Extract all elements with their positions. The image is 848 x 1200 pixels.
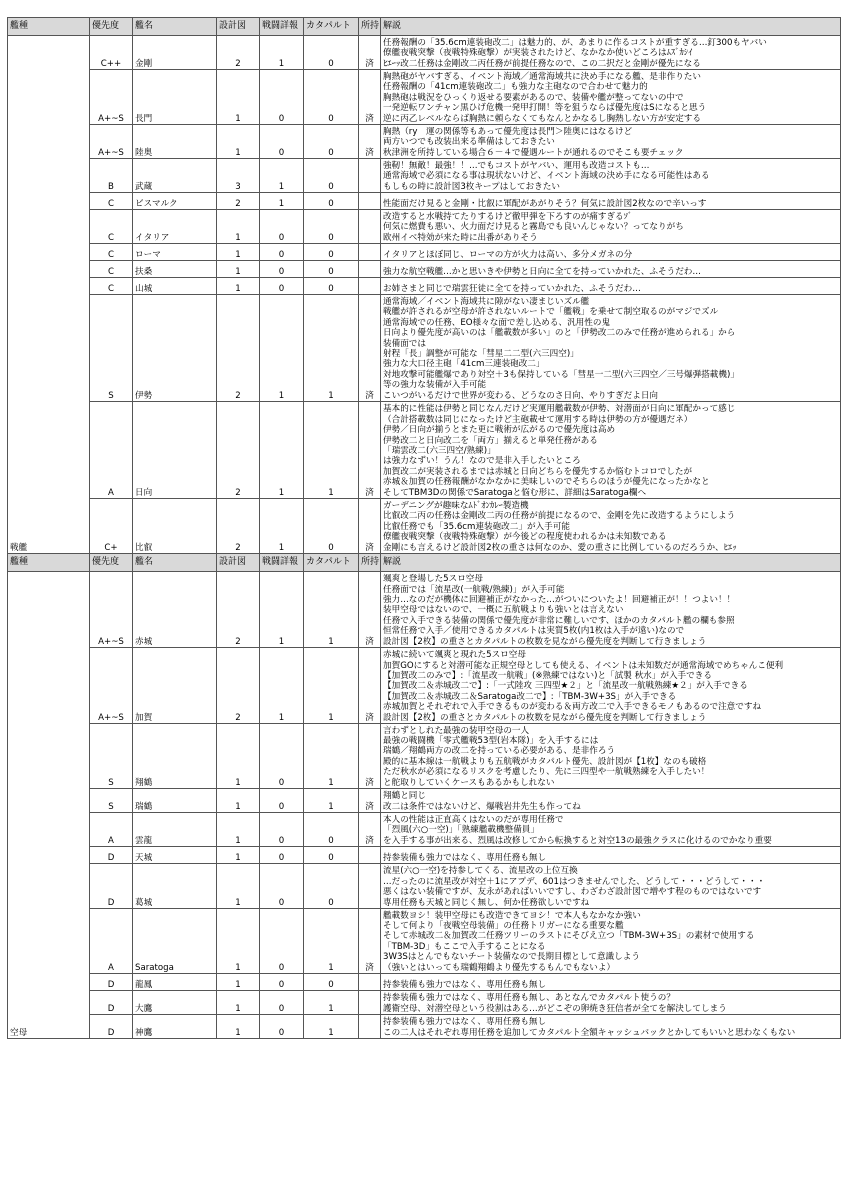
blueprint-cell: 2 <box>217 402 260 499</box>
table-row <box>8 789 841 813</box>
priority-header: 優先度 <box>90 554 133 572</box>
note-line: 最強の戦闘機「零式艦戦53型(岩本隊)」を入手するには <box>383 735 599 746</box>
note-line: 欧州イベ特効が来た時に出番がありそう <box>383 232 538 243</box>
priority-cell: D <box>90 991 133 1015</box>
blueprint-cell: 1 <box>217 847 260 864</box>
priority-cell: A <box>90 909 133 974</box>
table-row <box>8 210 841 244</box>
note-line: と舵取りしていくケースもあるかもしれない <box>383 777 555 788</box>
report-cell: 0 <box>260 789 304 813</box>
blueprint-cell: 1 <box>217 278 260 295</box>
catapult-cell: 1 <box>304 724 359 789</box>
report-cell: 1 <box>260 159 304 193</box>
blueprint-header: 設計図 <box>217 18 260 36</box>
report-cell: 1 <box>260 402 304 499</box>
note-line: 任務面では「流星改(一航戦/熟練)」が入手可能 <box>383 584 565 595</box>
table-row <box>8 402 841 499</box>
table-row <box>8 847 841 864</box>
catapult-header: カタパルト <box>304 18 359 36</box>
owned-cell: 済 <box>359 789 381 813</box>
blueprint-cell: 1 <box>217 1015 260 1039</box>
priority-cell: S <box>90 295 133 402</box>
notes-cell <box>381 991 841 1015</box>
note-line: 瑞鶴／翔鶴両方の改二を持っている必要がある、是非作ろう <box>383 746 616 757</box>
owned-cell <box>359 864 381 909</box>
report-cell: 0 <box>260 1015 304 1039</box>
ship-name-cell: 武蔵 <box>133 159 217 193</box>
note-line: は強力なずい！うん！なので是非入手したいところ <box>383 456 581 467</box>
note-line: 伊勢／日向が揃うとまた更に戦術が広がるので優先度は高め <box>383 425 616 436</box>
table-row <box>8 278 841 295</box>
note-line: 僚艦夜戦突撃（夜戦特殊砲撃）が今後どの程度使われるかは未知数である <box>383 532 667 543</box>
note-line: 通常海域での任務、EO様々な面で差し込める、汎用性の鬼 <box>383 317 611 328</box>
table-row <box>8 125 841 159</box>
note-line: 任務報酬の「35.6cm連装砲改二」は魅力的、が、あまりに作るコストが重すぎる…釘300もヤバい <box>383 37 767 48</box>
priority-cell: D <box>90 847 133 864</box>
ship-name-cell: 天城 <box>133 847 217 864</box>
catapult-header: カタパルト <box>304 554 359 572</box>
note-line: ただ秋水が必須になるリスクを考慮したり、先に三四型や一航戦熟練を入手したい！ <box>383 767 710 778</box>
ship-name-cell: 瑞鶴 <box>133 789 217 813</box>
note-line: そして何より「夜戦空母装備」の任務トリガーになる重要な艦 <box>383 920 624 931</box>
report-cell: 1 <box>260 193 304 210</box>
priority-cell: C <box>90 193 133 210</box>
ship-name-cell: 翔鶴 <box>133 724 217 789</box>
note-line: 胸熱砲は戦況をひっくり返せる要素があるので、装備や艦が整ってないの中で <box>383 92 684 103</box>
owned-header: 所持 <box>359 554 381 572</box>
notes-cell <box>381 724 841 789</box>
table-row <box>8 572 841 648</box>
type-header: 艦種 <box>8 554 90 572</box>
note-line: 改二は条件ではないけど、爆戦岩井先生も作ってね <box>383 801 581 812</box>
priority-cell: A <box>90 402 133 499</box>
blueprint-cell: 1 <box>217 864 260 909</box>
note-line: 殿的に基本線は一航戦よりも五航戦がカタパルト優先、設計図が【1枚】なのも破格 <box>383 756 707 767</box>
priority-cell: A+~S <box>90 648 133 724</box>
note-line: こいつがいるだけで世界が変わる、どうなのさ日向、やりすぎだよ日向 <box>383 390 659 401</box>
catapult-cell: 1 <box>304 572 359 648</box>
table-row <box>8 974 841 991</box>
report-cell: 0 <box>260 813 304 847</box>
priority-cell: C <box>90 261 133 278</box>
owned-header: 所持 <box>359 18 381 36</box>
priority-cell: D <box>90 864 133 909</box>
owned-cell: 済 <box>359 295 381 402</box>
report-cell: 1 <box>260 572 304 648</box>
ship-name-cell: 金剛 <box>133 36 217 70</box>
report-cell: 1 <box>260 499 304 554</box>
notes-header: 解説 <box>381 554 841 572</box>
owned-cell: 済 <box>359 648 381 724</box>
notes-cell <box>381 244 841 261</box>
ship-name-cell: 葛城 <box>133 864 217 909</box>
note-line: 等の強力な装備が入手可能 <box>383 380 487 391</box>
report-cell: 0 <box>260 210 304 244</box>
note-line: 性能面だけ見ると金剛・比叡に軍配があがりそう？何気に設計図2枚なので辛いっす <box>383 198 707 209</box>
note-line: 持参装備も強力ではなく、専用任務も無し <box>383 979 547 990</box>
priority-cell: A+~S <box>90 125 133 159</box>
note-line: お姉さまと同じで瑞雲狂徒に全てを持っていかれた、ふそうだわ… <box>383 283 641 294</box>
note-line: 何気に燃費も悪い、火力面だけ見ると霧島でも良いんじゃない？ってなりがち <box>383 222 684 233</box>
report-cell: 0 <box>260 244 304 261</box>
note-line: そしてTBM3Dの関係でSaratogaと悩む形に、詳細はSaratoga欄へ <box>383 487 647 498</box>
catapult-cell: 0 <box>304 864 359 909</box>
table-row <box>8 159 841 193</box>
blueprint-cell: 2 <box>217 193 260 210</box>
report-cell: 1 <box>260 295 304 402</box>
notes-cell <box>381 70 841 125</box>
report-cell: 0 <box>260 974 304 991</box>
owned-cell <box>359 159 381 193</box>
priority-cell: D <box>90 1015 133 1039</box>
priority-cell: A <box>90 813 133 847</box>
catapult-cell: 1 <box>304 789 359 813</box>
owned-cell: 済 <box>359 70 381 125</box>
priority-cell: C <box>90 278 133 295</box>
notes-cell <box>381 278 841 295</box>
note-line: 僚艦夜戦突撃（夜戦特殊砲撃）が実装されたけど、なかなか使いどころはﾑｽﾞｶｼｲ <box>383 48 693 59</box>
table-row <box>8 193 841 210</box>
ship-name-cell: 大鷹 <box>133 991 217 1015</box>
catapult-cell: 0 <box>304 847 359 864</box>
notes-cell <box>381 1015 841 1039</box>
note-line: 装甲空母ではないので、一概に五航戦よりも強いとは言えない <box>383 605 624 616</box>
note-line: 【加賀改二＆赤城改二で】:「一式陸攻 三四型★２」と「流星改一航戦熟練★２」が入手できる <box>383 681 748 692</box>
report-cell: 0 <box>260 70 304 125</box>
note-line: （合計搭載数は同じになったけど主砲載せて運用する時は伊勢の方が優遇だネ） <box>383 414 693 425</box>
note-line: 赤城に続いて颯爽と現れた5スロ空母 <box>383 650 526 661</box>
notes-cell <box>381 974 841 991</box>
note-line: 持参装備も強力ではなく、専用任務も無し、あとなんでカタパルト使うの？ <box>383 993 675 1004</box>
note-line: 強力な航空戦艦…かと思いきや伊勢と日向に全てを持っていかれた、ふそうだわ… <box>383 266 701 277</box>
ship-name-cell: 山城 <box>133 278 217 295</box>
priority-cell: C+ <box>90 499 133 554</box>
table-row <box>8 261 841 278</box>
owned-cell <box>359 847 381 864</box>
blueprint-cell: 1 <box>217 974 260 991</box>
catapult-cell: 0 <box>304 159 359 193</box>
note-line: 強力な大口径主砲「41cm三連装砲改二」 <box>383 359 545 370</box>
name-header: 艦名 <box>133 18 217 36</box>
priority-cell: A+~S <box>90 572 133 648</box>
notes-cell <box>381 864 841 909</box>
catapult-cell: 0 <box>304 125 359 159</box>
notes-cell <box>381 909 841 974</box>
catapult-cell: 1 <box>304 991 359 1015</box>
blueprint-header: 設計図 <box>217 554 260 572</box>
table-row <box>8 36 841 70</box>
note-line: 金剛にも言えるけど設計図2枚の重さは何なのか、愛の重さに比例しているのだろうか、ﾋｴｯ <box>383 542 737 553</box>
owned-cell <box>359 210 381 244</box>
note-line: 通常海域で必須になる事は現状ないけど、イベント海域の決め手になる可能性はある <box>383 171 710 182</box>
notes-cell <box>381 402 841 499</box>
note-line: 「瑞雲改二(六三四空/熟練)」 <box>383 445 496 456</box>
table-row <box>8 499 841 554</box>
header-row <box>8 554 841 572</box>
priority-cell: C <box>90 210 133 244</box>
notes-cell <box>381 193 841 210</box>
note-line: 任務で入手できる装備の関係で優先度が非常に難しいです、ほかのカタパルト艦の欄も参照 <box>383 615 735 626</box>
catapult-cell: 0 <box>304 70 359 125</box>
note-line: そして赤城改二＆加賀改二任務ツリーのラストにそびえ立つ「TBM-3W+3S」の素材で使用する <box>383 931 755 942</box>
note-line: この二人はそれぞれ専用任務を追加してカタパルト全額キャッシュバックとかしてもいいと思わなくもない <box>383 1027 796 1038</box>
note-line: 艦載数ヨシ！装甲空母にも改造できてヨシ！で本人もなかなか強い <box>383 910 641 921</box>
catapult-cell: 0 <box>304 278 359 295</box>
ship-name-cell: 長門 <box>133 70 217 125</box>
report-cell: 0 <box>260 864 304 909</box>
note-line: 設計図【2枚】の重さとカタパルトの枚数を見ながら優先度を判断して行きましょう <box>383 712 707 723</box>
note-line: 颯爽と登場した5スロ空母 <box>383 574 483 585</box>
table-row <box>8 909 841 974</box>
note-line: 胸熱（ry 運の関係等もあって優先度は長門＞陸奥にはなるけど <box>383 126 633 137</box>
note-line: （強いとはいっても瑞鶴翔鶴より優先するもんでもないよ） <box>383 962 616 973</box>
report-header: 戦闘詳報 <box>260 554 304 572</box>
ship-name-cell: 龍鳳 <box>133 974 217 991</box>
notes-cell <box>381 210 841 244</box>
priority-cell: D <box>90 974 133 991</box>
catapult-cell: 0 <box>304 36 359 70</box>
ship-name-cell: 加賀 <box>133 648 217 724</box>
notes-cell <box>381 125 841 159</box>
owned-cell: 済 <box>359 813 381 847</box>
blueprint-cell: 3 <box>217 159 260 193</box>
note-line: 赤城＆加賀の任務報酬がなかなかに美味しいのでそちらのほうが優先になったかなと <box>383 477 710 488</box>
blueprint-cell: 1 <box>217 813 260 847</box>
owned-cell <box>359 974 381 991</box>
catapult-cell: 1 <box>304 402 359 499</box>
notes-cell <box>381 261 841 278</box>
note-line: 加賀改二が実装されるまでは赤城と日向どちらを優先するか悩むトコロでしたが <box>383 466 693 477</box>
catapult-cell: 0 <box>304 499 359 554</box>
notes-header: 解説 <box>381 18 841 36</box>
ship-name-cell: 陸奥 <box>133 125 217 159</box>
notes-cell <box>381 572 841 648</box>
note-line: 装備面では <box>383 338 426 349</box>
note-line: もしもの時に設計図3枚キープはしておきたい <box>383 181 560 192</box>
blueprint-cell: 2 <box>217 295 260 402</box>
note-line: 恒常任務で入手／使用できるカタパルトは実質5枚(内1枚は入手が遠い)なので <box>383 626 685 637</box>
priority-sheet <box>7 17 841 1039</box>
note-line: 基本的に性能は伊勢と同じなんだけど実運用艦載数が伊勢、対潜面が日向に軍配かって感じ <box>383 404 736 415</box>
blueprint-cell: 1 <box>217 261 260 278</box>
ship-name-cell: 日向 <box>133 402 217 499</box>
note-line: 比叡改二丙の任務は金剛改二丙の任務が前提になるので、金剛を先に改造するようにしよう <box>383 511 736 522</box>
note-line: 一発逆転ワンチャン黒ひげ危機一発甲打開！等を狙うならば優先度はSになると思う <box>383 103 707 114</box>
priority-cell: A+~S <box>90 70 133 125</box>
priority-cell: C++ <box>90 36 133 70</box>
type-header: 艦種 <box>8 18 90 36</box>
ship-name-cell: 雲龍 <box>133 813 217 847</box>
catapult-cell: 0 <box>304 974 359 991</box>
note-line: 持参装備も強力ではなく、専用任務も無し <box>383 852 547 863</box>
report-cell: 1 <box>260 36 304 70</box>
ship-type-cell: 空母 <box>8 572 90 1039</box>
blueprint-cell: 1 <box>217 991 260 1015</box>
report-header: 戦闘詳報 <box>260 18 304 36</box>
notes-cell <box>381 847 841 864</box>
ship-name-cell: Saratoga <box>133 909 217 974</box>
note-line: 強靭！無敵！最強！！…でもコストがヤバい、運用も改造コストも… <box>383 160 650 171</box>
owned-cell <box>359 1015 381 1039</box>
note-line: 赤城加賀とそれぞれで入手できるものが変わる＆両方改二で入手できるモノもあるので注意ですね <box>383 702 762 713</box>
owned-cell: 済 <box>359 125 381 159</box>
note-line: 対地攻撃可能艦爆であり対空＋3も保持している「彗星一二型(六三四空／三号爆弾搭載機)」 <box>383 369 739 380</box>
owned-cell <box>359 193 381 210</box>
note-line: 設計図【2枚】の重さとカタパルトの枚数を見ながら優先度を判断して行きましょう <box>383 636 707 647</box>
note-line: 護衛空母、対潜空母という役割はある…がどこぞの卵焼き狂信者が全てを解決してしまう <box>383 1003 727 1014</box>
note-line: …だったのに流星改が対空＋1にアプデ、601はつきませんでした、どうして・・・どうして・・・ <box>383 876 766 887</box>
note-line: 射程「長」調整が可能な「彗星二二型(六三四空)」 <box>383 348 579 359</box>
header-row <box>8 18 841 36</box>
report-cell: 0 <box>260 909 304 974</box>
priority-cell: S <box>90 789 133 813</box>
catapult-cell: 0 <box>304 261 359 278</box>
notes-cell <box>381 159 841 193</box>
table-row <box>8 648 841 724</box>
notes-cell <box>381 499 841 554</box>
notes-cell <box>381 813 841 847</box>
note-line: 改造すると水戦持てたりするけど徹甲弾を下ろすのが痛すぎるｿﾞ <box>383 211 633 222</box>
note-line: 逆に丙乙レベルならば胸熱に頼らなくてもなんとかなるし胸熱しない方が安定する <box>383 113 701 124</box>
blueprint-cell: 2 <box>217 499 260 554</box>
catapult-cell: 0 <box>304 813 359 847</box>
table-row <box>8 295 841 402</box>
note-line: 本人の性能は正直高くはないのだが専用任務で <box>383 814 564 825</box>
table-row <box>8 991 841 1015</box>
ship-name-cell: 神鷹 <box>133 1015 217 1039</box>
note-line: 言わずとしれた最強の装甲空母の一人 <box>383 725 530 736</box>
note-line: を入手する事が出来る、烈風は改修してから転換すると対空13の最強クラスに化けるのでかなり重要 <box>383 835 772 846</box>
note-line: 日向より優先度が高いのは「艦載数が多い」のと「伊勢改二のみで任務が進められる」から <box>383 328 736 339</box>
note-line: 3W3Sはとんでもないチート装備なので長期目標として意識しよう <box>383 952 640 963</box>
note-line: 比叡任務でも「35.6cm連装砲改二」が入手可能 <box>383 521 570 532</box>
catapult-cell: 0 <box>304 210 359 244</box>
note-line: 【加賀改二のみで】:「流星改一航戦」(※熟練ではない)と「試製 秋水」が入手できる <box>383 670 712 681</box>
table-row <box>8 70 841 125</box>
note-line: 加賀GOにすると対潜可能な正規空母としても使える、イベントは未知数だが通常海域でめちゃんこ便利 <box>383 660 784 671</box>
ship-name-cell: 扶桑 <box>133 261 217 278</box>
owned-cell: 済 <box>359 572 381 648</box>
ship-name-cell: 赤城 <box>133 572 217 648</box>
report-cell: 0 <box>260 278 304 295</box>
owned-cell <box>359 244 381 261</box>
blueprint-cell: 1 <box>217 125 260 159</box>
blueprint-cell: 1 <box>217 210 260 244</box>
note-line: ﾋｴｰｯ改二任務は金剛改二丙任務が前提任務なので、この二択だと金剛が優先になる <box>383 58 701 69</box>
note-line: 胸熱砲がヤバすぎる、イベント海域／通常海域共に決め手になる艦、是非作りたい <box>383 71 701 82</box>
owned-cell <box>359 278 381 295</box>
table-row <box>8 813 841 847</box>
table-row <box>8 244 841 261</box>
ship-name-cell: ビスマルク <box>133 193 217 210</box>
owned-cell: 済 <box>359 909 381 974</box>
note-line: 持参装備も強力ではなく、専用任務も無し <box>383 1017 547 1028</box>
owned-cell: 済 <box>359 402 381 499</box>
catapult-cell: 1 <box>304 909 359 974</box>
blueprint-cell: 1 <box>217 909 260 974</box>
note-line: 両方いつでも改装出来る準備はしておきたい <box>383 137 555 148</box>
note-line: 「烈風(六○一空)」「熟練艦載機整備員」 <box>383 825 539 836</box>
priority-header: 優先度 <box>90 18 133 36</box>
priority-cell: C <box>90 244 133 261</box>
notes-cell <box>381 36 841 70</box>
catapult-cell: 0 <box>304 193 359 210</box>
note-line: 専用任務も天城と同じく無し、何か任務欲しいですね <box>383 897 590 908</box>
catapult-cell: 0 <box>304 244 359 261</box>
blueprint-cell: 1 <box>217 244 260 261</box>
ship-name-cell: イタリア <box>133 210 217 244</box>
blueprint-cell: 1 <box>217 70 260 125</box>
owned-cell: 済 <box>359 36 381 70</box>
note-line: 戦艦が許されるが空母が許されないルートで「艦戦」を乗せて制空取るのがマジでズル <box>383 307 719 318</box>
notes-cell <box>381 789 841 813</box>
notes-cell <box>381 648 841 724</box>
blueprint-cell: 1 <box>217 724 260 789</box>
report-cell: 0 <box>260 125 304 159</box>
name-header: 艦名 <box>133 554 217 572</box>
report-cell: 1 <box>260 648 304 724</box>
report-cell: 0 <box>260 724 304 789</box>
report-cell: 0 <box>260 847 304 864</box>
owned-cell <box>359 261 381 278</box>
ship-name-cell: 伊勢 <box>133 295 217 402</box>
owned-cell <box>359 991 381 1015</box>
note-line: 通常海域／イベント海域共に隙がない凄まじいズル艦 <box>383 296 590 307</box>
note-line: 「TBM-3D」もここで入手することになる <box>383 941 546 952</box>
catapult-cell: 1 <box>304 295 359 402</box>
catapult-cell: 1 <box>304 648 359 724</box>
notes-cell <box>381 295 841 402</box>
report-cell: 0 <box>260 991 304 1015</box>
table-row <box>8 864 841 909</box>
note-line: イタリアとほぼ同じ、ローマの方が火力は高い、多分メガネの分 <box>383 249 633 260</box>
note-line: ガーデニングが趣味なﾑﾄﾞｵﾝｶﾚｰ製造機 <box>383 500 529 511</box>
note-line: 【加賀改二＆赤城改二＆Saratoga改二で】:「TBM-3W+3S」が入手できる <box>383 691 677 702</box>
ship-name-cell: ローマ <box>133 244 217 261</box>
catapult-cell: 1 <box>304 1015 359 1039</box>
owned-cell: 済 <box>359 724 381 789</box>
priority-cell: S <box>90 724 133 789</box>
table-row <box>8 1015 841 1039</box>
ship-type-cell: 戦艦 <box>8 36 90 554</box>
note-line: 任務報酬の「41cm連装砲改二」も強力な主砲なので合わせて魅力的 <box>383 82 648 93</box>
note-line: 伊勢改二と日向改二を「両方」揃えると単発任務がある <box>383 435 598 446</box>
owned-cell: 済 <box>359 499 381 554</box>
note-line: 秋津洲を所持している場合６－４で優遇ルートが通れるのでそこも要チェック <box>383 147 684 158</box>
blueprint-cell: 2 <box>217 648 260 724</box>
priority-cell: B <box>90 159 133 193</box>
table-row <box>8 724 841 789</box>
note-line: 悪くはない装備ですが、友永があればいいですし、わざわざ設計図で増やす程のものではないです <box>383 887 762 898</box>
blueprint-cell: 2 <box>217 572 260 648</box>
note-line: 強力…なのだが機体に回避補正がなかった…がついについたよ！回避補正が！！つよい！！ <box>383 594 736 605</box>
blueprint-cell: 1 <box>217 789 260 813</box>
note-line: 翔鶴と同じ <box>383 791 426 802</box>
blueprint-cell: 2 <box>217 36 260 70</box>
note-line: 流星(六○一空)を持参してくる、流星改の上位互換 <box>383 866 578 877</box>
ship-name-cell: 比叡 <box>133 499 217 554</box>
report-cell: 0 <box>260 261 304 278</box>
